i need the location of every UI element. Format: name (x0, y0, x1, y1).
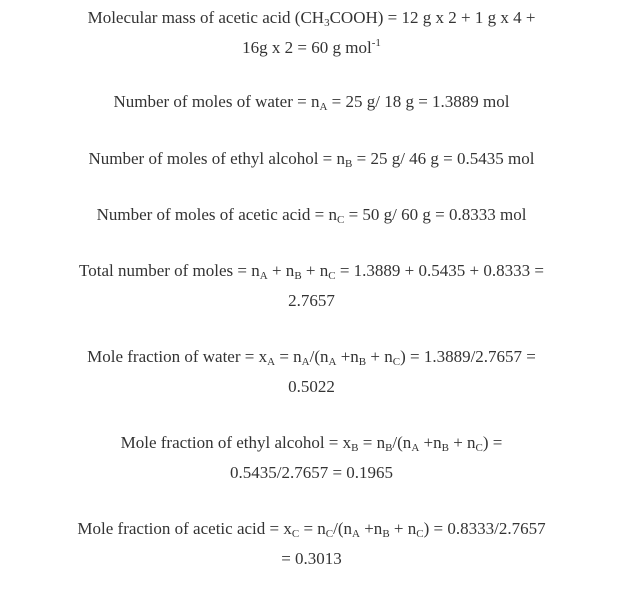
mole-fraction-acetic-line-1 (0, 519, 623, 539)
moles-water-line (0, 92, 623, 112)
text: + n (366, 347, 393, 366)
subscript: B (358, 356, 367, 368)
text: ) = 0.8333/2.7657 (423, 519, 546, 538)
mole-fraction-water-line-2 (0, 377, 623, 397)
text: 16g x 2 = 60 g mol (242, 38, 372, 57)
text: ) = 1.3889/2.7657 = (400, 347, 536, 366)
text: Mole fraction of acetic acid = x (77, 519, 292, 538)
text: Number of moles of water = n (113, 92, 320, 111)
text: = n (358, 433, 386, 452)
total-moles-line-2 (0, 291, 623, 311)
mole-fraction-ethyl-line-2 (0, 463, 623, 483)
subscript: 3 (324, 17, 330, 29)
text: = 0.3013 (281, 549, 342, 568)
text: = 50 g/ 60 g = 0.8333 mol (344, 205, 527, 224)
subscript: A (411, 442, 420, 454)
text: Total number of moles = n (79, 261, 260, 280)
subscript: A (301, 356, 310, 368)
subscript: C (475, 442, 483, 454)
text: = 25 g/ 18 g = 1.3889 mol (327, 92, 510, 111)
text: = n (275, 347, 302, 366)
text: = n (299, 519, 326, 538)
subscript: A (328, 356, 337, 368)
moles-acetic-line (0, 205, 623, 225)
text: 0.5435/2.7657 = 0.1965 (229, 463, 394, 482)
subscript: C (416, 528, 424, 540)
text: Mole fraction of ethyl alcohol = x (120, 433, 352, 452)
text: + n (267, 261, 295, 280)
subscript: B (441, 442, 449, 454)
subscript: B (345, 158, 353, 170)
superscript: -1 (371, 37, 381, 49)
subscript: B (351, 442, 359, 454)
text: 0.5022 (288, 377, 335, 396)
text: = 1.3889 + 0.5435 + 0.8333 = (335, 261, 544, 280)
subscript: B (385, 442, 393, 454)
subscript: A (352, 528, 360, 540)
text: 2.7657 (288, 291, 335, 310)
total-moles-line-1 (0, 261, 623, 281)
text: Mole fraction of water = x (87, 347, 268, 366)
subscript: A (259, 270, 268, 282)
mole-fraction-water-line-1 (0, 347, 623, 367)
text: = 25 g/ 46 g = 0.5435 mol (352, 149, 535, 168)
subscript: A (267, 356, 276, 368)
text: + n (301, 261, 329, 280)
text: ) = (482, 433, 503, 452)
molecular-mass-line-2 (0, 38, 623, 58)
subscript: C (336, 214, 345, 226)
subscript: A (319, 101, 328, 113)
molecular-mass-line-1 (0, 8, 623, 28)
subscript: C (328, 270, 336, 282)
text: +n (419, 433, 442, 452)
subscript: C (392, 356, 401, 368)
text: /(n (333, 519, 353, 538)
subscript: C (325, 528, 334, 540)
subscript: C (291, 528, 300, 540)
mole-fraction-ethyl-line-1 (0, 433, 623, 453)
text: +n (359, 519, 383, 538)
text: Number of moles of acetic acid = n (96, 205, 337, 224)
subscript: B (382, 528, 390, 540)
moles-ethyl-line (0, 149, 623, 169)
text: Number of moles of ethyl alcohol = n (88, 149, 346, 168)
text: + n (448, 433, 476, 452)
text: COOH) = 12 g x 2 + 1 g x 4 + (329, 8, 536, 27)
text: + n (389, 519, 417, 538)
text: /(n (309, 347, 329, 366)
mole-fraction-acetic-line-2 (0, 549, 623, 569)
text: +n (336, 347, 359, 366)
text: Molecular mass of acetic acid (CH (87, 8, 325, 27)
subscript: B (294, 270, 302, 282)
text: /(n (392, 433, 412, 452)
